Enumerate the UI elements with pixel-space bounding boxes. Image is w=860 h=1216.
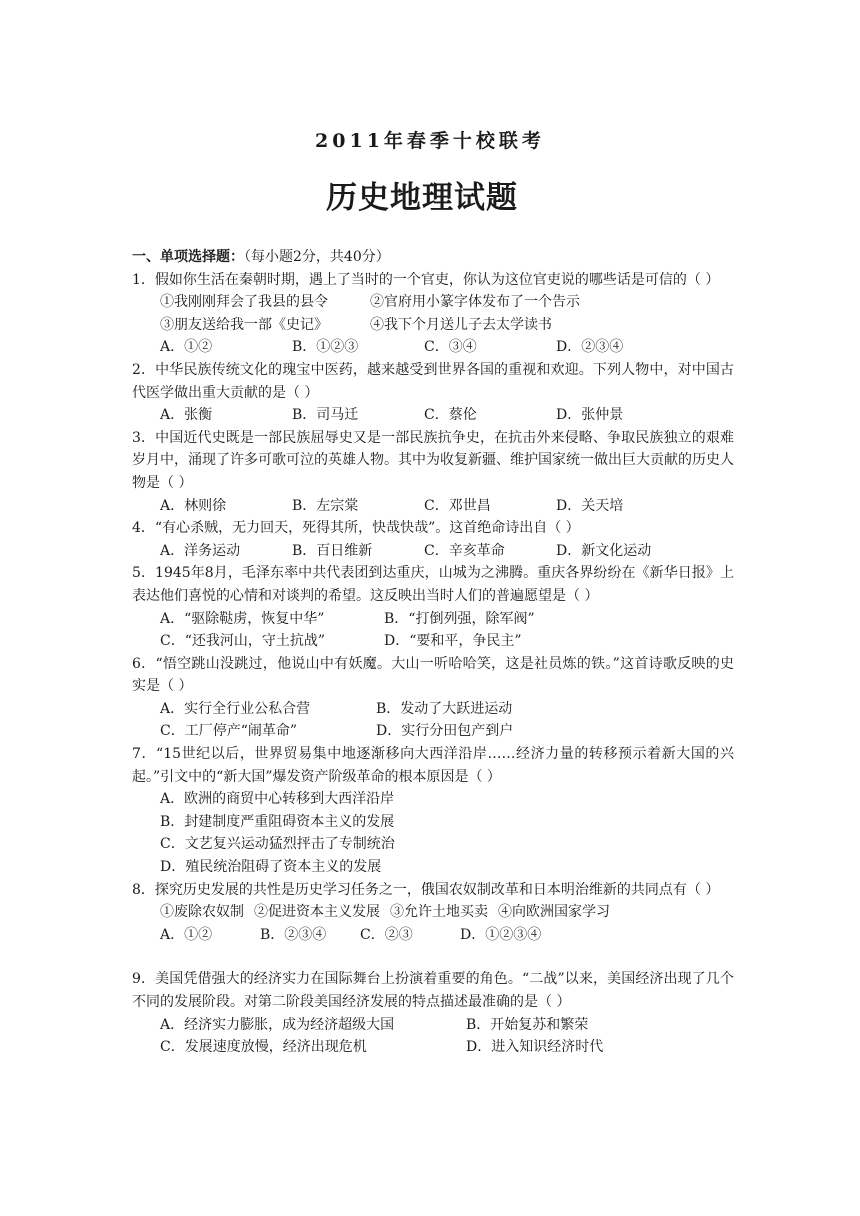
exam-title: 2011年春季十校联考 — [315, 130, 545, 152]
statement-row — [132, 314, 734, 337]
statement-row — [132, 291, 734, 314]
statement: ③允许土地买卖 — [390, 904, 488, 921]
option-a: A．经济实力膨胀，成为经济超级大国 — [160, 1016, 395, 1033]
question-6 — [132, 653, 734, 743]
option-c: C．蔡伦 — [424, 407, 477, 424]
spacer — [132, 946, 734, 968]
question-3 — [132, 427, 734, 517]
option-a: A．“驱除鞑虏，恢复中华” — [160, 610, 325, 627]
statement: ④我下个月送儿子去太学读书 — [370, 316, 552, 333]
option-b: B．百日维新 — [292, 542, 373, 559]
option-b: B．司马迁 — [292, 407, 359, 424]
statement: ①废除农奴制 — [160, 904, 244, 921]
statement: ②官府用小篆字体发布了一个告示 — [370, 294, 580, 311]
option-c: C．文艺复兴运动猛烈抨击了专制统治 — [160, 836, 395, 853]
question-stem: 7．“15世纪以后，世界贸易集中地逐渐移向大西洋沿岸……经济力量的转移预示着新大国的兴起。”引文中的“新大国”爆发资产阶级革命的根本原因是（ ） — [132, 746, 734, 785]
option-d: D．②③④ — [556, 339, 624, 356]
options-row — [132, 1036, 734, 1059]
options-row — [132, 336, 734, 359]
option-d: D．张仲景 — [556, 407, 624, 424]
option-c: C．③④ — [424, 339, 477, 356]
section-title: 一、单项选择题： — [132, 249, 244, 265]
question-stem: 4．“有心杀贼，无力回天，死得其所，快哉快哉”。这首绝命诗出自（ ） — [132, 520, 580, 537]
options-row — [132, 924, 734, 947]
question-stem: 5．1945年8月，毛泽东率中共代表团到达重庆，山城为之沸腾。重庆各界纷纷在《新华日报》上表达他们喜悦的心情和对谈判的希望。这反映出当时人们的普遍愿望是（ ） — [132, 565, 734, 604]
option-b: B．封建制度严重阻碍资本主义的发展 — [160, 813, 395, 830]
section-note: （每小题2分，共40分） — [244, 249, 390, 265]
question-7 — [132, 743, 734, 879]
option-a: A．洋务运动 — [160, 542, 241, 559]
question-section — [132, 246, 734, 1059]
question-1 — [132, 269, 734, 359]
option-d: D．关天培 — [556, 497, 624, 514]
subject-title: 历史地理试题 — [326, 180, 518, 216]
option-a: A．①② — [160, 339, 213, 356]
statement: ③朋友送给我一部《史记》 — [160, 316, 328, 333]
option-a: A．林则徐 — [160, 497, 227, 514]
question-8 — [132, 879, 734, 947]
statement-row — [132, 901, 734, 924]
options-row — [132, 698, 734, 721]
question-stem: 1．假如你生活在秦朝时期，遇上了当时的一个官吏，你认为这位官吏说的哪些话是可信的（ ） — [132, 271, 720, 288]
options-row — [132, 404, 734, 427]
statement: ①我刚刚拜会了我县的县令 — [160, 294, 328, 311]
question-4 — [132, 517, 734, 562]
options-row — [132, 495, 734, 518]
option-d: D．“要和平，争民主” — [384, 633, 522, 650]
statement: ④向欧洲国家学习 — [498, 904, 610, 921]
option-c: C．“还我河山，守土抗战” — [160, 633, 326, 650]
option-d: D．殖民统治阻碍了资本主义的发展 — [160, 859, 382, 876]
question-stem: 3．中国近代史既是一部民族屈辱史又是一部民族抗争史，在抗击外来侵略、争取民族独立的艰难岁月中，涌现了许多可歌可泣的英雄人物。其中为收复新疆、维护国家统一做出巨大贡献的历史人物是（ ） — [132, 429, 734, 491]
option-b: B．②③④ — [260, 926, 327, 943]
option-b: B．①②③ — [292, 339, 359, 356]
option-b: B．发动了大跃进运动 — [376, 700, 513, 717]
question-stem: 8．探究历史发展的共性是历史学习任务之一，俄国农奴制改革和日本明治维新的共同点有（ ） — [132, 881, 720, 898]
question-2 — [132, 359, 734, 427]
question-stem: 9．美国凭借强大的经济实力在国际舞台上扮演着重要的角色。“二战”以来，美国经济出现了几个不同的发展阶段。对第二阶段美国经济发展的特点描述最准确的是（ ） — [132, 971, 734, 1010]
options-row — [132, 608, 734, 631]
option-d: D．新文化运动 — [556, 542, 652, 559]
question-stem: 2．中华民族传统文化的瑰宝中医药，越来越受到世界各国的重视和欢迎。下列人物中，对中国古代医学做出重大贡献的是（ ） — [132, 361, 734, 401]
options-row — [132, 540, 734, 563]
option-d: D．①②③④ — [460, 926, 542, 943]
option-c: C．辛亥革命 — [424, 542, 505, 559]
option-c: C．邓世昌 — [424, 497, 491, 514]
options-row — [132, 630, 734, 653]
option-c: C．②③ — [360, 926, 413, 943]
option-d: D．实行分田包产到户 — [376, 723, 514, 740]
question-5 — [132, 562, 734, 652]
option-b: B．开始复苏和繁荣 — [466, 1016, 589, 1033]
option-a: A．欧洲的商贸中心转移到大西洋沿岸 — [160, 791, 395, 808]
option-a: A．实行全行业公私合营 — [160, 700, 311, 717]
option-a: A．张衡 — [160, 407, 213, 424]
options-row — [132, 720, 734, 743]
option-b: B．“打倒列强，除军阀” — [384, 610, 535, 627]
option-c: C．发展速度放慢，经济出现危机 — [160, 1039, 367, 1056]
section-heading — [132, 246, 734, 269]
option-b: B．左宗棠 — [292, 497, 359, 514]
option-d: D．进入知识经济时代 — [466, 1039, 604, 1056]
options-row — [132, 1014, 734, 1037]
option-a: A．①② — [160, 926, 213, 943]
statement: ②促进资本主义发展 — [254, 904, 380, 921]
question-stem: 6．“悟空跳山没跳过，他说山中有妖魔。大山一听哈哈笑，这是社员炼的铁。”这首诗歌反映的史实是（ ） — [132, 655, 734, 695]
option-c: C．工厂停产“闹革命” — [160, 723, 298, 740]
question-9 — [132, 968, 734, 1058]
